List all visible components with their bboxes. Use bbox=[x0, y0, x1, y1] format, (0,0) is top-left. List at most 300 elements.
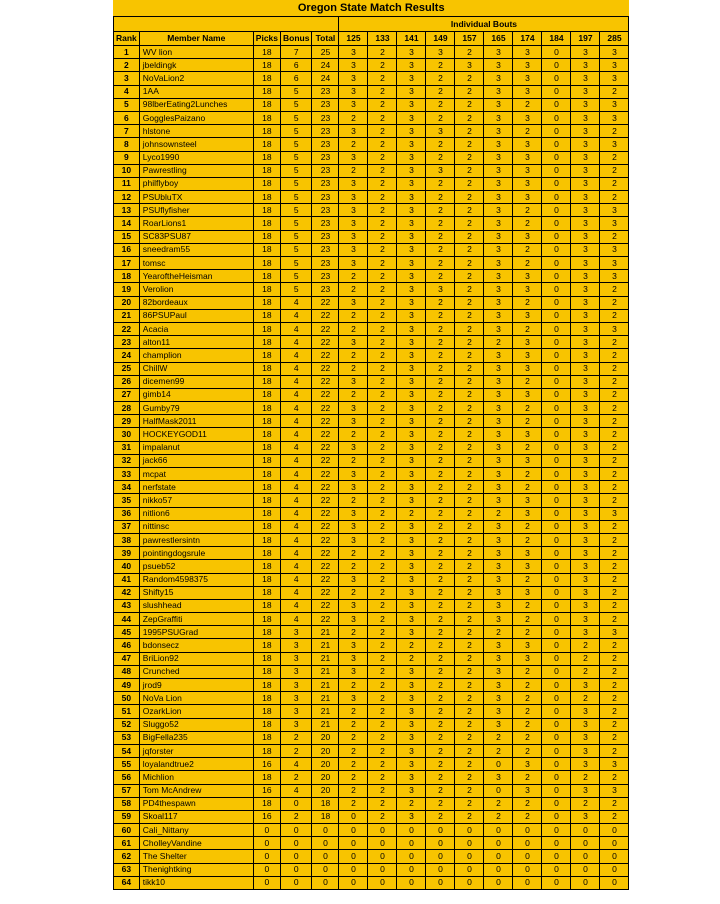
bout-cell: 2 bbox=[368, 257, 397, 270]
bout-cell: 2 bbox=[368, 810, 397, 823]
picks-cell: 18 bbox=[253, 771, 280, 784]
bout-cell: 2 bbox=[368, 573, 397, 586]
bout-cell: 2 bbox=[513, 481, 542, 494]
bout-cell: 3 bbox=[397, 270, 426, 283]
bout-cell: 0 bbox=[484, 758, 513, 771]
results-body bbox=[114, 46, 629, 890]
bout-cell: 3 bbox=[339, 204, 368, 217]
bout-cell: 0 bbox=[542, 85, 571, 98]
bout-cell: 0 bbox=[339, 876, 368, 889]
rank-cell: 4 bbox=[114, 85, 140, 98]
bout-cell: 2 bbox=[455, 731, 484, 744]
rank-cell: 6 bbox=[114, 111, 140, 124]
title-row bbox=[114, 0, 629, 17]
bonus-cell: 3 bbox=[281, 665, 312, 678]
picks-cell: 18 bbox=[253, 639, 280, 652]
bonus-cell: 4 bbox=[281, 362, 312, 375]
bout-cell: 3 bbox=[513, 336, 542, 349]
bout-cell: 2 bbox=[455, 533, 484, 546]
picks-cell: 18 bbox=[253, 402, 280, 415]
bout-cell: 2 bbox=[339, 322, 368, 335]
rank-cell: 42 bbox=[114, 586, 140, 599]
bout-cell: 3 bbox=[484, 322, 513, 335]
member-name-cell: Tom McAndrew bbox=[139, 784, 253, 797]
table-row bbox=[114, 481, 629, 494]
bout-cell: 2 bbox=[513, 731, 542, 744]
bout-cell: 2 bbox=[426, 679, 455, 692]
bout-cell: 2 bbox=[368, 560, 397, 573]
bout-cell: 3 bbox=[600, 217, 629, 230]
member-name-cell: loyalandtrue2 bbox=[139, 758, 253, 771]
bout-cell: 0 bbox=[542, 388, 571, 401]
bout-cell: 3 bbox=[571, 125, 600, 138]
bout-cell: 0 bbox=[484, 876, 513, 889]
bout-cell: 2 bbox=[455, 520, 484, 533]
bout-cell: 2 bbox=[368, 705, 397, 718]
bout-cell: 3 bbox=[397, 665, 426, 678]
bonus-cell: 5 bbox=[281, 85, 312, 98]
bout-cell: 2 bbox=[426, 243, 455, 256]
bout-cell: 3 bbox=[513, 639, 542, 652]
total-cell: 22 bbox=[312, 599, 339, 612]
bout-cell: 3 bbox=[397, 599, 426, 612]
rank-cell: 18 bbox=[114, 270, 140, 283]
bout-cell: 2 bbox=[339, 731, 368, 744]
picks-cell: 18 bbox=[253, 626, 280, 639]
picks-cell: 0 bbox=[253, 863, 280, 876]
bout-cell: 3 bbox=[339, 599, 368, 612]
bout-cell: 2 bbox=[600, 441, 629, 454]
bout-cell: 3 bbox=[513, 138, 542, 151]
rank-cell: 59 bbox=[114, 810, 140, 823]
bout-cell: 2 bbox=[455, 573, 484, 586]
bout-cell: 2 bbox=[600, 283, 629, 296]
bout-cell: 2 bbox=[513, 322, 542, 335]
bonus-cell: 2 bbox=[281, 810, 312, 823]
bout-cell: 0 bbox=[426, 863, 455, 876]
bout-cell: 3 bbox=[513, 586, 542, 599]
bout-cell: 2 bbox=[339, 744, 368, 757]
member-name-cell: HalfMask2011 bbox=[139, 415, 253, 428]
bout-cell: 2 bbox=[426, 428, 455, 441]
bout-cell: 0 bbox=[542, 797, 571, 810]
rank-cell: 45 bbox=[114, 626, 140, 639]
bout-cell: 2 bbox=[397, 652, 426, 665]
bout-cell: 2 bbox=[455, 111, 484, 124]
bout-cell: 3 bbox=[339, 217, 368, 230]
bout-cell: 3 bbox=[397, 375, 426, 388]
bout-cell: 2 bbox=[426, 151, 455, 164]
table-row bbox=[114, 586, 629, 599]
bout-cell: 3 bbox=[426, 125, 455, 138]
bonus-cell: 4 bbox=[281, 375, 312, 388]
picks-cell: 18 bbox=[253, 125, 280, 138]
total-cell: 23 bbox=[312, 85, 339, 98]
bout-cell: 3 bbox=[397, 810, 426, 823]
bout-cell: 2 bbox=[368, 441, 397, 454]
bout-cell: 2 bbox=[339, 758, 368, 771]
bonus-cell: 4 bbox=[281, 349, 312, 362]
picks-cell: 18 bbox=[253, 520, 280, 533]
bout-cell: 3 bbox=[571, 520, 600, 533]
bout-cell: 3 bbox=[397, 679, 426, 692]
bout-cell: 0 bbox=[542, 481, 571, 494]
total-cell: 22 bbox=[312, 428, 339, 441]
bout-cell: 3 bbox=[339, 507, 368, 520]
bout-cell: 3 bbox=[397, 296, 426, 309]
bout-cell: 2 bbox=[339, 494, 368, 507]
bonus-cell: 0 bbox=[281, 863, 312, 876]
bout-cell: 0 bbox=[571, 876, 600, 889]
table-row bbox=[114, 679, 629, 692]
bout-cell: 2 bbox=[455, 441, 484, 454]
bout-cell: 2 bbox=[513, 125, 542, 138]
bout-cell: 3 bbox=[600, 138, 629, 151]
bout-cell: 3 bbox=[571, 164, 600, 177]
bout-cell: 3 bbox=[339, 468, 368, 481]
bout-cell: 2 bbox=[600, 336, 629, 349]
bout-cell: 2 bbox=[600, 744, 629, 757]
bout-cell: 3 bbox=[484, 191, 513, 204]
bout-cell: 2 bbox=[455, 468, 484, 481]
picks-cell: 0 bbox=[253, 824, 280, 837]
rank-cell: 46 bbox=[114, 639, 140, 652]
bout-cell: 3 bbox=[571, 810, 600, 823]
bout-cell: 3 bbox=[397, 481, 426, 494]
member-name-cell: Sluggo52 bbox=[139, 718, 253, 731]
bout-cell: 2 bbox=[600, 797, 629, 810]
total-cell: 20 bbox=[312, 784, 339, 797]
rank-cell: 11 bbox=[114, 177, 140, 190]
bout-cell: 2 bbox=[600, 652, 629, 665]
bout-cell: 2 bbox=[426, 613, 455, 626]
total-cell: 24 bbox=[312, 72, 339, 85]
bout-cell: 3 bbox=[484, 283, 513, 296]
bout-cell: 2 bbox=[426, 349, 455, 362]
bout-cell: 2 bbox=[484, 810, 513, 823]
total-cell: 23 bbox=[312, 125, 339, 138]
bout-cell: 2 bbox=[368, 639, 397, 652]
bout-cell: 2 bbox=[339, 679, 368, 692]
bout-cell: 2 bbox=[368, 744, 397, 757]
total-cell: 23 bbox=[312, 164, 339, 177]
bout-cell: 2 bbox=[455, 375, 484, 388]
bout-cell: 3 bbox=[484, 705, 513, 718]
bout-cell: 0 bbox=[455, 876, 484, 889]
total-cell: 22 bbox=[312, 441, 339, 454]
bout-cell: 2 bbox=[600, 547, 629, 560]
picks-cell: 18 bbox=[253, 573, 280, 586]
bout-cell: 2 bbox=[600, 388, 629, 401]
bout-cell: 3 bbox=[484, 257, 513, 270]
total-cell: 21 bbox=[312, 718, 339, 731]
total-cell: 22 bbox=[312, 481, 339, 494]
bout-cell: 2 bbox=[513, 204, 542, 217]
bout-cell: 3 bbox=[484, 679, 513, 692]
bout-cell: 0 bbox=[600, 824, 629, 837]
bonus-cell: 2 bbox=[281, 731, 312, 744]
bout-cell: 2 bbox=[426, 468, 455, 481]
bout-cell: 2 bbox=[513, 599, 542, 612]
bout-cell: 2 bbox=[368, 243, 397, 256]
picks-cell: 18 bbox=[253, 85, 280, 98]
bout-cell: 3 bbox=[339, 59, 368, 72]
bout-cell: 3 bbox=[339, 257, 368, 270]
bout-cell: 2 bbox=[600, 573, 629, 586]
bout-cell: 3 bbox=[571, 336, 600, 349]
bout-cell: 2 bbox=[368, 692, 397, 705]
bout-cell: 2 bbox=[600, 599, 629, 612]
bout-cell: 0 bbox=[542, 850, 571, 863]
bout-cell: 2 bbox=[600, 613, 629, 626]
member-name-cell: 98lberEating2Lunches bbox=[139, 98, 253, 111]
rank-cell: 43 bbox=[114, 599, 140, 612]
table-row bbox=[114, 402, 629, 415]
member-name-cell: jack66 bbox=[139, 454, 253, 467]
bout-cell: 0 bbox=[542, 296, 571, 309]
bonus-cell: 4 bbox=[281, 599, 312, 612]
member-name-cell: YearoftheHeisman bbox=[139, 270, 253, 283]
picks-cell: 18 bbox=[253, 665, 280, 678]
bout-cell: 3 bbox=[397, 164, 426, 177]
total-cell: 23 bbox=[312, 151, 339, 164]
bout-cell: 3 bbox=[397, 177, 426, 190]
bout-cell: 2 bbox=[368, 164, 397, 177]
bout-cell: 3 bbox=[339, 375, 368, 388]
bout-cell: 0 bbox=[542, 336, 571, 349]
bout-cell: 0 bbox=[542, 454, 571, 467]
bout-cell: 3 bbox=[484, 639, 513, 652]
bonus-cell: 5 bbox=[281, 270, 312, 283]
picks-cell: 18 bbox=[253, 428, 280, 441]
bout-cell: 2 bbox=[455, 362, 484, 375]
total-cell: 18 bbox=[312, 810, 339, 823]
bout-cell: 3 bbox=[600, 758, 629, 771]
bout-cell: 2 bbox=[600, 362, 629, 375]
table-row bbox=[114, 151, 629, 164]
bout-cell: 3 bbox=[484, 111, 513, 124]
bout-cell: 3 bbox=[426, 283, 455, 296]
bout-cell: 3 bbox=[397, 322, 426, 335]
total-cell: 18 bbox=[312, 797, 339, 810]
total-cell: 21 bbox=[312, 639, 339, 652]
bout-cell: 0 bbox=[542, 731, 571, 744]
bout-cell: 2 bbox=[455, 85, 484, 98]
table-row bbox=[114, 428, 629, 441]
bonus-cell: 5 bbox=[281, 111, 312, 124]
bout-cell: 0 bbox=[368, 850, 397, 863]
bout-cell: 3 bbox=[397, 46, 426, 59]
bout-cell: 2 bbox=[455, 257, 484, 270]
bout-cell: 2 bbox=[571, 797, 600, 810]
bout-cell: 2 bbox=[426, 705, 455, 718]
bout-cell: 3 bbox=[397, 705, 426, 718]
rank-cell: 26 bbox=[114, 375, 140, 388]
rank-cell: 17 bbox=[114, 257, 140, 270]
bout-cell: 2 bbox=[368, 59, 397, 72]
bout-cell: 3 bbox=[571, 191, 600, 204]
bout-cell: 2 bbox=[426, 191, 455, 204]
column-header: 133 bbox=[368, 32, 397, 46]
total-cell: 22 bbox=[312, 388, 339, 401]
table-row bbox=[114, 863, 629, 876]
picks-cell: 18 bbox=[253, 217, 280, 230]
rank-cell: 62 bbox=[114, 850, 140, 863]
rank-cell: 37 bbox=[114, 520, 140, 533]
bout-cell: 3 bbox=[484, 494, 513, 507]
rank-cell: 25 bbox=[114, 362, 140, 375]
table-row bbox=[114, 454, 629, 467]
bonus-cell: 4 bbox=[281, 402, 312, 415]
bout-cell: 0 bbox=[542, 349, 571, 362]
picks-cell: 18 bbox=[253, 468, 280, 481]
bout-cell: 3 bbox=[571, 85, 600, 98]
bout-cell: 3 bbox=[397, 191, 426, 204]
bout-cell: 3 bbox=[513, 191, 542, 204]
member-name-cell: nitlion6 bbox=[139, 507, 253, 520]
bout-cell: 0 bbox=[339, 863, 368, 876]
bout-cell: 2 bbox=[455, 652, 484, 665]
bonus-cell: 6 bbox=[281, 59, 312, 72]
bout-cell: 2 bbox=[426, 309, 455, 322]
total-cell: 20 bbox=[312, 758, 339, 771]
member-name-cell: nittinsc bbox=[139, 520, 253, 533]
bout-cell: 2 bbox=[455, 810, 484, 823]
bonus-cell: 5 bbox=[281, 230, 312, 243]
rank-cell: 23 bbox=[114, 336, 140, 349]
bout-cell: 3 bbox=[571, 270, 600, 283]
bout-cell: 2 bbox=[455, 230, 484, 243]
bout-cell: 3 bbox=[484, 454, 513, 467]
picks-cell: 18 bbox=[253, 362, 280, 375]
bout-cell: 2 bbox=[426, 375, 455, 388]
rank-cell: 40 bbox=[114, 560, 140, 573]
picks-cell: 18 bbox=[253, 138, 280, 151]
bout-cell: 3 bbox=[513, 177, 542, 190]
bout-cell: 3 bbox=[339, 481, 368, 494]
total-cell: 0 bbox=[312, 837, 339, 850]
total-cell: 23 bbox=[312, 243, 339, 256]
picks-cell: 18 bbox=[253, 441, 280, 454]
table-row bbox=[114, 718, 629, 731]
bout-cell: 3 bbox=[484, 388, 513, 401]
bout-cell: 3 bbox=[397, 151, 426, 164]
bout-cell: 2 bbox=[368, 296, 397, 309]
bout-cell: 2 bbox=[426, 402, 455, 415]
bout-cell: 2 bbox=[368, 599, 397, 612]
bout-cell: 2 bbox=[455, 46, 484, 59]
bout-cell: 2 bbox=[339, 138, 368, 151]
member-name-cell: BigFella235 bbox=[139, 731, 253, 744]
bout-cell: 2 bbox=[368, 72, 397, 85]
total-cell: 0 bbox=[312, 876, 339, 889]
bout-cell: 2 bbox=[339, 705, 368, 718]
bout-cell: 0 bbox=[571, 824, 600, 837]
member-name-cell: OzarkLion bbox=[139, 705, 253, 718]
bout-cell: 3 bbox=[397, 758, 426, 771]
bout-cell: 2 bbox=[455, 797, 484, 810]
table-row bbox=[114, 771, 629, 784]
bout-cell: 0 bbox=[542, 230, 571, 243]
rank-cell: 34 bbox=[114, 481, 140, 494]
bout-cell: 2 bbox=[513, 441, 542, 454]
bout-cell: 2 bbox=[455, 349, 484, 362]
bout-cell: 2 bbox=[426, 72, 455, 85]
table-row bbox=[114, 810, 629, 823]
rank-cell: 21 bbox=[114, 309, 140, 322]
total-cell: 23 bbox=[312, 191, 339, 204]
bout-cell: 2 bbox=[397, 639, 426, 652]
rank-cell: 3 bbox=[114, 72, 140, 85]
bout-cell: 3 bbox=[571, 177, 600, 190]
bout-cell: 2 bbox=[484, 507, 513, 520]
bout-cell: 0 bbox=[542, 705, 571, 718]
bout-cell: 2 bbox=[426, 586, 455, 599]
bout-cell: 2 bbox=[368, 230, 397, 243]
bout-cell: 2 bbox=[426, 652, 455, 665]
bout-cell: 2 bbox=[513, 533, 542, 546]
picks-cell: 18 bbox=[253, 111, 280, 124]
total-cell: 0 bbox=[312, 824, 339, 837]
bout-cell: 2 bbox=[368, 797, 397, 810]
bout-cell: 2 bbox=[455, 692, 484, 705]
table-row bbox=[114, 309, 629, 322]
bout-cell: 3 bbox=[397, 692, 426, 705]
bonus-cell: 0 bbox=[281, 824, 312, 837]
bout-cell: 0 bbox=[368, 863, 397, 876]
bout-cell: 2 bbox=[455, 586, 484, 599]
bout-cell: 2 bbox=[339, 771, 368, 784]
total-cell: 21 bbox=[312, 679, 339, 692]
bout-cell: 2 bbox=[600, 481, 629, 494]
bout-cell: 2 bbox=[455, 758, 484, 771]
bout-cell: 2 bbox=[426, 138, 455, 151]
total-cell: 20 bbox=[312, 771, 339, 784]
bout-cell: 2 bbox=[426, 744, 455, 757]
bout-cell: 2 bbox=[484, 731, 513, 744]
total-cell: 23 bbox=[312, 217, 339, 230]
bout-cell: 2 bbox=[368, 375, 397, 388]
bout-cell: 3 bbox=[513, 547, 542, 560]
column-header: 149 bbox=[426, 32, 455, 46]
bout-cell: 0 bbox=[542, 599, 571, 612]
bout-cell: 0 bbox=[397, 824, 426, 837]
table-row bbox=[114, 388, 629, 401]
bout-cell: 0 bbox=[542, 402, 571, 415]
bout-cell: 0 bbox=[542, 718, 571, 731]
bout-cell: 2 bbox=[368, 784, 397, 797]
member-name-cell: sneedram55 bbox=[139, 243, 253, 256]
bonus-cell: 4 bbox=[281, 441, 312, 454]
bout-cell: 2 bbox=[600, 349, 629, 362]
bout-cell: 0 bbox=[484, 837, 513, 850]
bout-cell: 2 bbox=[455, 547, 484, 560]
bout-cell: 3 bbox=[571, 784, 600, 797]
bout-cell: 3 bbox=[397, 98, 426, 111]
bout-cell: 3 bbox=[484, 138, 513, 151]
rank-cell: 10 bbox=[114, 164, 140, 177]
column-header: 184 bbox=[542, 32, 571, 46]
bout-cell: 3 bbox=[484, 428, 513, 441]
member-name-cell: The Shelter bbox=[139, 850, 253, 863]
bout-cell: 3 bbox=[600, 59, 629, 72]
bout-cell: 3 bbox=[571, 533, 600, 546]
bout-cell: 3 bbox=[571, 322, 600, 335]
bout-cell: 2 bbox=[600, 692, 629, 705]
bout-cell: 3 bbox=[484, 296, 513, 309]
column-header: Bonus bbox=[281, 32, 312, 46]
bout-cell: 2 bbox=[513, 415, 542, 428]
